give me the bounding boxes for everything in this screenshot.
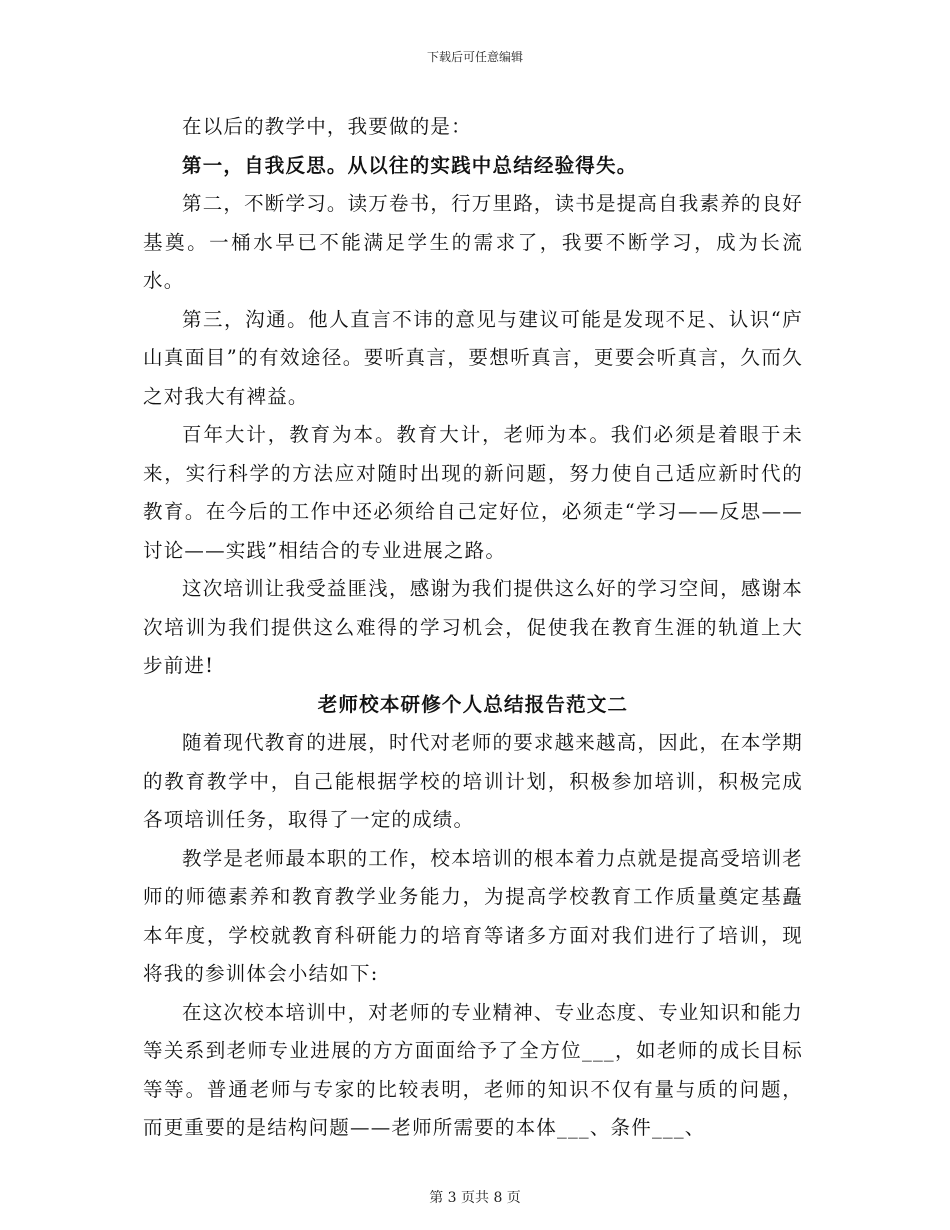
document-body [143, 108, 803, 1148]
paragraph: 百年大计，教育为本。教育大计，老师为本。我们必须是着眼于未来，实行科学的方法应对随时出现的新问题，努力使自己适应新时代的教育。在今后的工作中还必须给自己定好位，必须走“学习——反思——讨论——实践”相结合的专业进展之路。 [143, 423, 803, 562]
page-header: 下载后可任意编辑 [426, 50, 523, 64]
paragraph-bold: 第一，自我反思。从以往的实践中总结经验得失。 [182, 153, 638, 177]
paragraph: 随着现代教育的进展，时代对老师的要求越来越高，因此，在本学期的教育教学中，自己能根据学校的培训计划，积极参加培训，积极完成各项培训任务，取得了一定的成绩。 [143, 731, 804, 831]
paragraph: 第二，不断学习。读万卷书，行万里路，读书是提高自我素养的良好基奠。一桶水早已不能满足学生的需求了，我要不断学习，成为长流水。 [143, 192, 804, 292]
paragraph: 在以后的教学中，我要做的是： [182, 115, 472, 138]
paragraph: 第三，沟通。他人直言不讳的意见与建议可能是发现不足、认识“庐山真面目”的有效途径。要听真言，要想听真言，更要会听真言，久而久之对我大有裨益。 [143, 307, 803, 408]
paragraph: 在这次校本培训中，对老师的专业精神、专业态度、专业知识和能力等关系到老师专业进展的方方面面给予了全方位___，如老师的成长目标等等。普通老师与专家的比较表明，老师的知识不仅有量与质的问题，而更重要的是结构问题——老师所需要的本体___、条件___、 [143, 1000, 804, 1139]
paragraph: 这次培训让我受益匪浅，感谢为我们提供这么好的学习空间，感谢本次培训为我们提供这么难得的学习机会，促使我在教育生涯的轨道上大步前进! [143, 577, 804, 677]
section-title: 老师校本研修个人总结报告范文二 [317, 692, 629, 716]
page-footer: 第 3 页共 8 页 [429, 1190, 521, 1206]
paragraph: 教学是老师最本职的工作，校本培训的根本着力点就是提高受培训老师的师德素养和教育教学业务能力，为提高学校教育工作质量奠定基矗本年度，学校就教育科研能力的培育等诸多方面对我们进行了培训，现将我的参训体会小结如下: [143, 846, 804, 985]
